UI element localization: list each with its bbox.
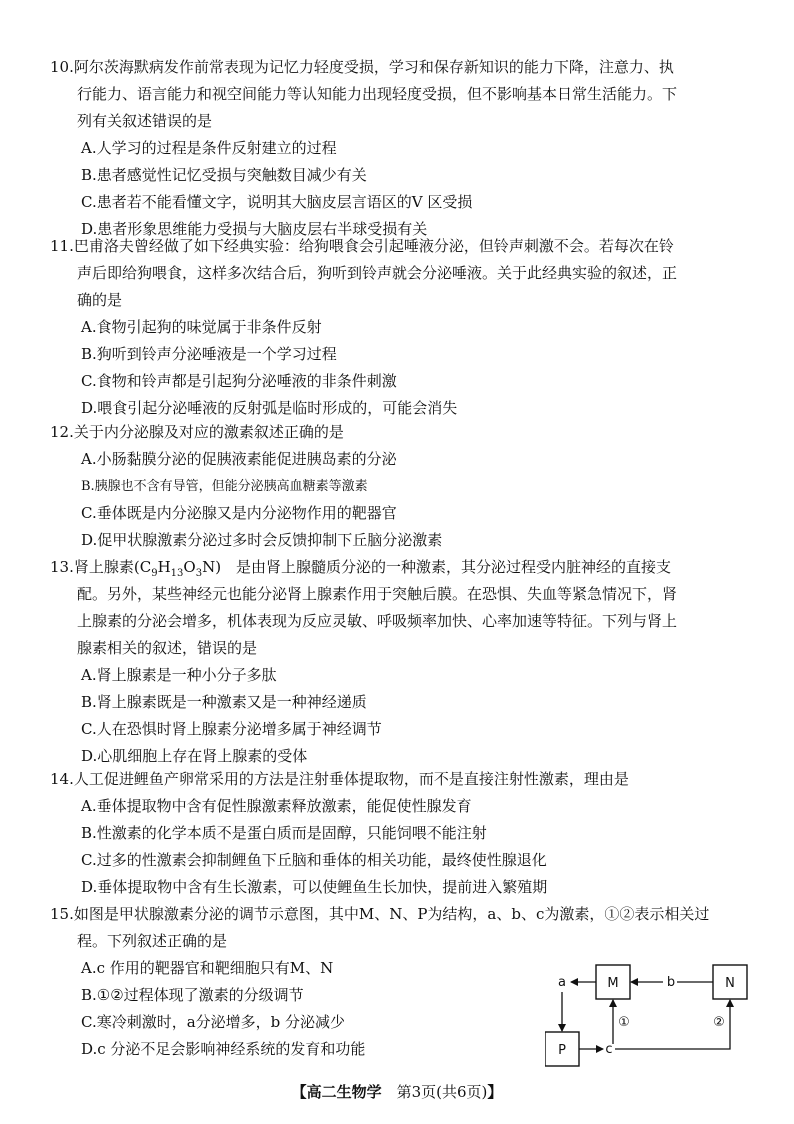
question-stem-line: 程。下列叙述正确的是	[77, 932, 228, 950]
question-stem-line: 声后即给狗喂食，这样多次结合后，狗听到铃声就会分泌唾液。关于此经典实验的叙述，正	[77, 264, 678, 282]
option-c: C.食物和铃声都是引起狗分泌唾液的非条件刺激	[81, 372, 397, 390]
option-d: D.患者形象思维能力受损与大脑皮层右半球受损有关	[81, 220, 428, 238]
question-stem-line: 15.如图是甲状腺激素分泌的调节示意图，其中M、N、P为结构，a、b、c为激素，①②表示相关过	[50, 905, 710, 923]
footer-page-number: 第3页(共6页)	[396, 1083, 488, 1101]
option-d: D.喂食引起分泌唾液的反射弧是临时形成的，可能会消失	[81, 399, 458, 417]
option-d: D.c 分泌不足会影响神经系统的发育和功能	[81, 1040, 366, 1058]
label-process-2: ②	[713, 1015, 725, 1030]
question-stem-line: 列有关叙述错误的是	[77, 112, 213, 130]
option-c: C.人在恐惧时肾上腺素分泌增多属于神经调节	[81, 720, 382, 738]
option-b: B.胰腺也不含有导管，但能分泌胰高血糖素等激素	[81, 479, 368, 494]
label-b: b	[666, 975, 676, 990]
label-process-1: ①	[618, 1015, 630, 1030]
option-c: C.患者若不能看懂文字，说明其大脑皮层言语区的V 区受损	[81, 193, 473, 211]
question-14	[50, 766, 750, 901]
footer-subject: 高二生物学	[306, 1083, 382, 1101]
label-a: a	[558, 975, 566, 990]
option-d: D.垂体提取物中含有生长激素，可以使鲤鱼生长加快，提前进入繁殖期	[81, 878, 548, 896]
question-stem-line: 行能力、语言能力和视空间能力等认知能力出现轻度受损，但不影响基本日常生活能力。下	[77, 85, 678, 103]
page-footer	[0, 1078, 794, 1106]
option-c: C.垂体既是内分泌腺又是内分泌物作用的靶器官	[81, 504, 397, 522]
option-b: B.①②过程体现了激素的分级调节	[81, 986, 304, 1004]
option-d: D.心肌细胞上存在肾上腺素的受体	[81, 747, 308, 765]
option-b: B.肾上腺素既是一种激素又是一种神经递质	[81, 693, 367, 711]
label-m: M	[607, 976, 619, 991]
footer-bracket-right: 】	[487, 1083, 503, 1101]
option-a: A.食物引起狗的味觉属于非条件反射	[81, 318, 322, 336]
option-a: A.垂体提取物中含有促性腺激素释放激素，能促使性腺发育	[81, 797, 472, 815]
option-a: A.小肠黏膜分泌的促胰液素能促进胰岛素的分泌	[81, 450, 397, 468]
question-10	[50, 54, 750, 243]
label-c: c	[605, 1042, 613, 1057]
question-stem-line: 12.关于内分泌腺及对应的激素叙述正确的是	[50, 423, 344, 441]
question-stem-line: 上腺素的分泌会增多，机体表现为反应灵敏、呼吸频率加快、心率加速等特征。下列与肾上	[77, 612, 678, 630]
thyroid-regulation-diagram	[545, 960, 755, 1072]
option-b: B.狗听到铃声分泌唾液是一个学习过程	[81, 345, 337, 363]
question-stem-line: 10.阿尔茨海默病发作前常表现为记忆力轻度受损，学习和保存新知识的能力下降，注意力、执	[50, 58, 674, 76]
label-n: N	[725, 976, 735, 991]
label-p: P	[558, 1043, 566, 1058]
option-a: A.人学习的过程是条件反射建立的过程	[81, 139, 337, 157]
question-12	[50, 419, 750, 554]
option-d: D.促甲状腺激素分泌过多时会反馈抑制下丘脑分泌激素	[81, 531, 443, 549]
option-c: C.寒冷刺激时，a分泌增多，b 分泌减少	[81, 1013, 346, 1031]
option-a: A.c 作用的靶器官和靶细胞只有M、N	[81, 959, 334, 977]
question-13	[50, 554, 750, 770]
question-stem-formula-line: 13.肾上腺素$(C_9H_{13}O_3N)$ 是由肾上腺髓质分泌的一种激素，其分泌过程受内脏神经的直接支	[50, 558, 672, 579]
option-a: A.肾上腺素是一种小分子多肽	[81, 666, 277, 684]
option-c: C.过多的性激素会抑制鲤鱼下丘脑和垂体的相关功能，最终使性腺退化	[81, 851, 547, 869]
question-stem-line: 11.巴甫洛夫曾经做了如下经典实验：给狗喂食会引起唾液分泌，但铃声刺激不会。若每次在铃	[50, 237, 674, 255]
question-stem-line: 腺素相关的叙述，错误的是	[77, 639, 258, 657]
option-b: B.患者感觉性记忆受损与突触数目减少有关	[81, 166, 367, 184]
question-stem-line: 14.人工促进鲤鱼产卵常采用的方法是注射垂体提取物，而不是直接注射性激素，理由是	[50, 770, 629, 788]
option-b: B.性激素的化学本质不是蛋白质而是固醇，只能饲喂不能注射	[81, 824, 487, 842]
question-stem-line: 配。另外，某些神经元也能分泌肾上腺素作用于突触后膜。在恐惧、失血等紧急情况下，肾	[77, 585, 678, 603]
question-stem-line: 确的是	[77, 291, 123, 309]
footer-bracket-left: 【	[291, 1083, 307, 1101]
question-11	[50, 233, 750, 422]
